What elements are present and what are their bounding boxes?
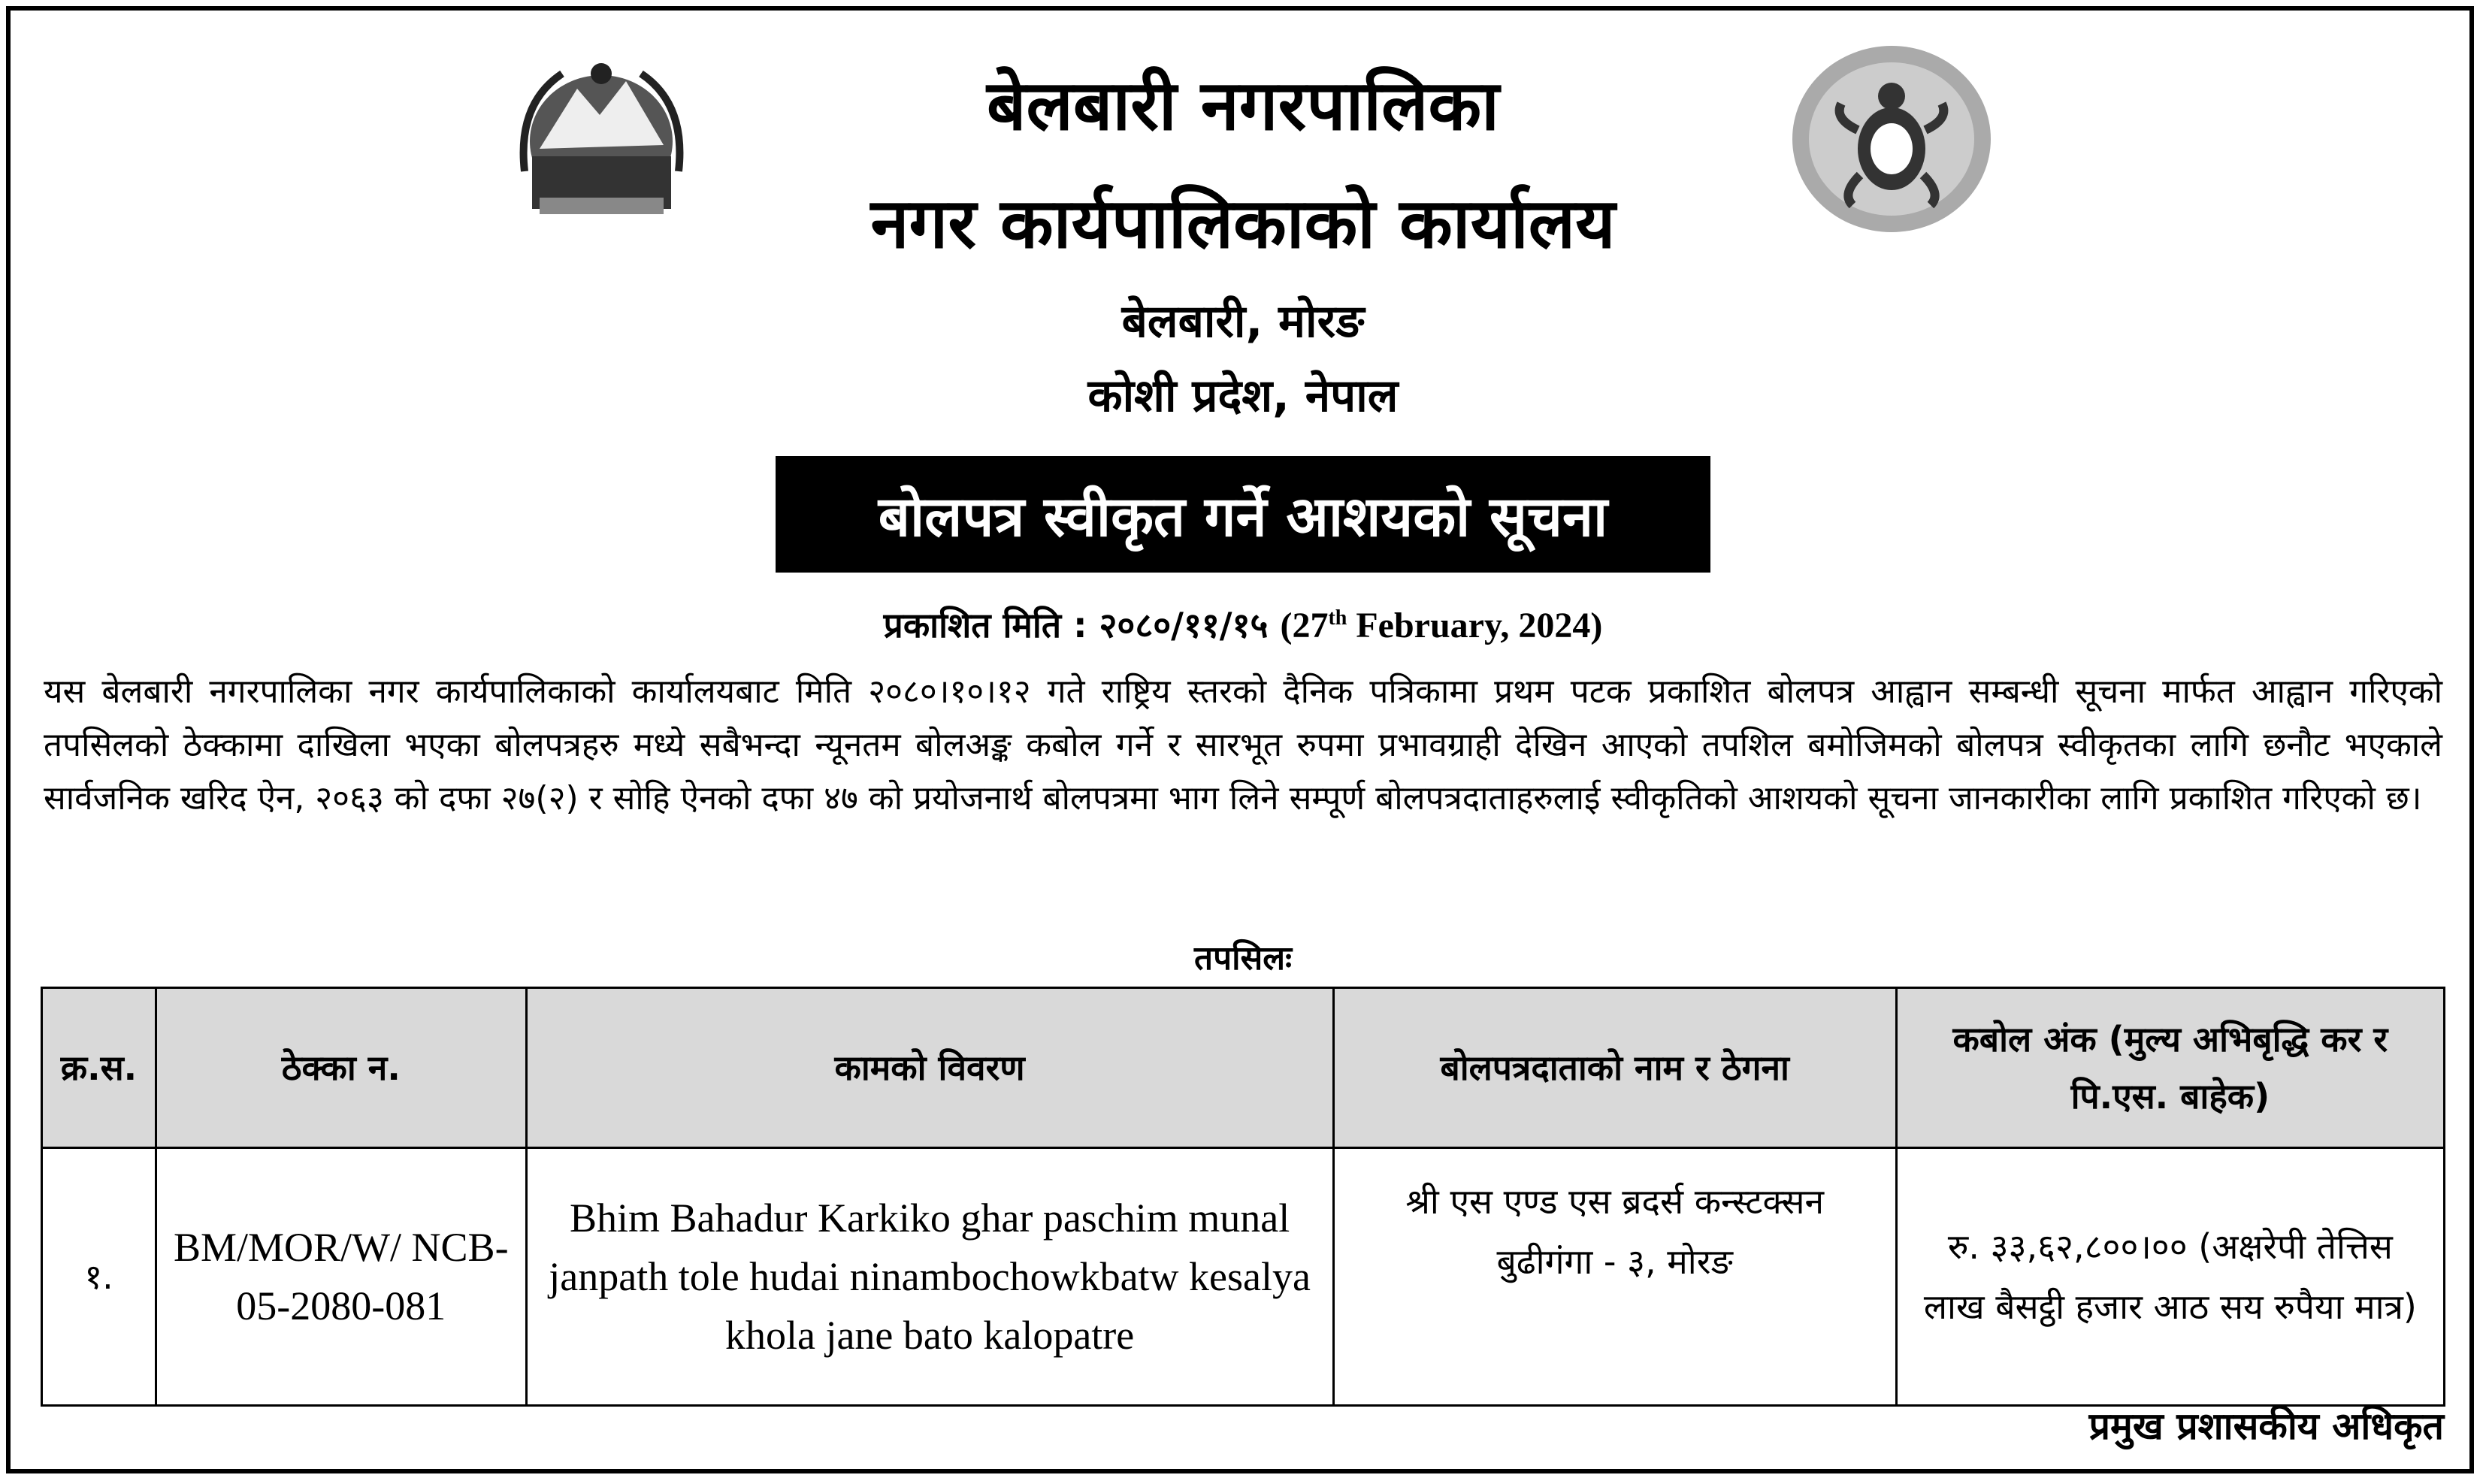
- col-header-contract-no: ठेक्का न.: [156, 988, 526, 1148]
- col-header-sn: क्र.स.: [42, 988, 156, 1148]
- published-date: [0, 601, 2486, 648]
- cell-amount: रु. ३३,६२,८००।०० (अक्षरेपी तेत्तिस लाख बैसट्ठी हजार आठ सय रुपैया मात्र): [1896, 1148, 2444, 1406]
- col-header-description: कामको विवरण: [526, 988, 1333, 1148]
- published-date-en: (27th February, 2024): [1280, 606, 1603, 645]
- col-header-amount: कबोल अंक (मुल्य अभिबृद्धि कर र पि.एस. बाहेक): [1896, 988, 2444, 1148]
- address-line-2: कोशी प्रदेश, नेपाल: [1087, 370, 1399, 422]
- published-date-label: प्रकाशित मिति : २०८०/११/१५: [883, 605, 1269, 645]
- cell-sn: १.: [42, 1148, 156, 1406]
- table-row: [42, 1148, 2445, 1406]
- address-line-1: बेलबारी, मोरङ: [1121, 295, 1365, 348]
- award-table: [41, 987, 2445, 1407]
- col-header-bidder: बोलपत्रदाताको नाम र ठेगना: [1333, 988, 1896, 1148]
- signature-title: प्रमुख प्रशासकीय अधिकृत: [2088, 1404, 2444, 1448]
- office-name: नगर कार्यपालिकाको कार्यालय: [870, 183, 1616, 264]
- notice-body: यस बेलबारी नगरपालिका नगर कार्यपालिकाको कार्यालयबाट मिति २०८०।१०।१२ गते राष्ट्रिय स्तरको दैनिक पत्रिकामा प्रथम पटक प्रकाशित बोलपत्र आह्वान सम्बन्धी सूचना मार्फत आह्वान गरिएको तपसिलको ठेक्कामा दाखिला भएका बोलपत्रहरु मध्ये सबैभन्दा न्यूनतम बोलअङ्क कबोल गर्ने र सारभूत रुपमा प्रभावग्राही देखिन आएको तपशिल बमोजिमको बोलपत्र स्वीकृतका लागि छनौट भएकाले सार्वजनिक खरिद ऐन, २०६३ को दफा २७(२) र सोहि ऐनको दफा ४७ को प्रयोजनार्थ बोलपत्रमा भाग लिने सम्पूर्ण बोलपत्रदाताहरुलाई स्वीकृतिको आशयको सूचना जानकारीका लागि प्रकाशित गरिएको छ।: [44, 672, 2442, 818]
- table-header-row: [42, 988, 2445, 1148]
- cell-description: Bhim Bahadur Karkiko ghar paschim munal janpath tole hudai ninambochowkbatw kesalya khola jane bato kalopatre: [526, 1148, 1333, 1406]
- cell-contract-no: BM/MOR/W/ NCB-05-2080-081: [156, 1148, 526, 1406]
- org-name: बेलबारी नगरपालिका: [986, 65, 1499, 146]
- cell-bidder: श्री एस एण्ड एस ब्रदर्स कन्स्टक्सन बुढीगंगा - ३, मोरङ: [1333, 1148, 1896, 1406]
- notice-title: बोलपत्र स्वीकृत गर्ने आशयको सूचना: [776, 456, 1710, 573]
- tapsil-label: तपसिलः: [1194, 939, 1292, 978]
